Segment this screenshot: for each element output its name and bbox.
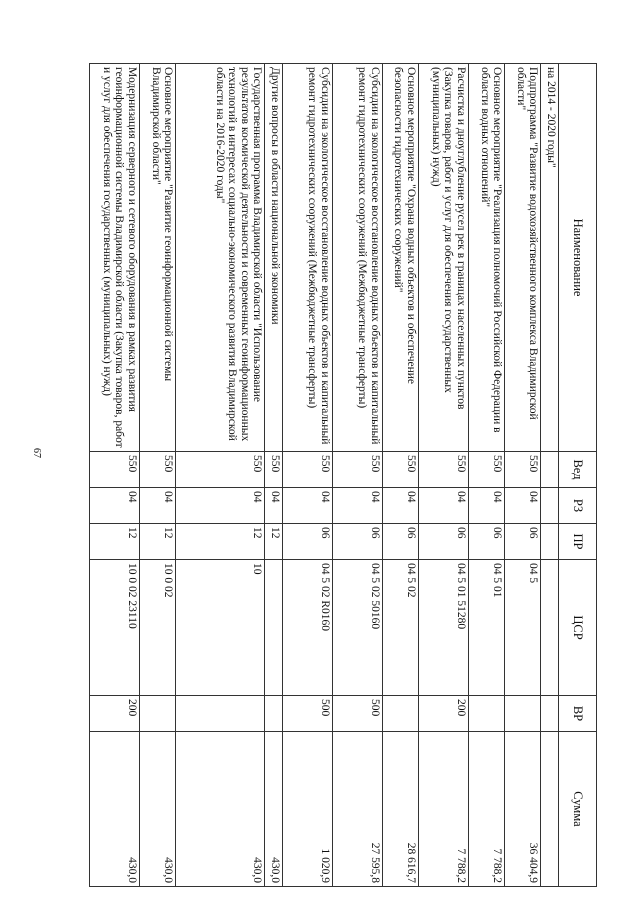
table-row	[541, 64, 559, 887]
cell-sum: 430,0	[139, 732, 175, 887]
budget-table	[89, 63, 597, 887]
cell-pr: 06	[382, 524, 418, 560]
cell-sum: 7 788,2	[418, 732, 468, 887]
cell-rz: 04	[382, 488, 418, 524]
cell-name: Субсидии на экологическое восстановление водных объектов и капитальный ремонт гидротехнических сооружений (Межбюджетные трансферты)	[283, 64, 333, 452]
cell-rz: 04	[468, 488, 504, 524]
header-row	[559, 64, 597, 887]
table-row	[90, 64, 140, 887]
cell-rz	[541, 488, 559, 524]
cell-vr: 200	[90, 696, 140, 732]
cell-pr: 12	[265, 524, 283, 560]
cell-sum: 1 020,9	[283, 732, 333, 887]
cell-pr: 06	[468, 524, 504, 560]
cell-vr	[139, 696, 175, 732]
cell-sum: 36 404,9	[505, 732, 541, 887]
cell-name: Основное мероприятие "Развитие геоинформационной системы Владимирской области"	[139, 64, 175, 452]
cell-vr	[505, 696, 541, 732]
header-ved: Вед	[559, 452, 597, 488]
cell-rz: 04	[283, 488, 333, 524]
cell-pr: 06	[332, 524, 382, 560]
cell-pr: 06	[505, 524, 541, 560]
table-row	[283, 64, 333, 887]
cell-vr: 500	[332, 696, 382, 732]
cell-name: на 2014 - 2020 годы"	[541, 64, 559, 452]
cell-csr: 10	[176, 560, 265, 696]
cell-vr	[468, 696, 504, 732]
cell-rz: 04	[90, 488, 140, 524]
cell-sum: 430,0	[176, 732, 265, 887]
cell-csr: 04 5 02	[382, 560, 418, 696]
cell-ved: 550	[505, 452, 541, 488]
cell-ved	[541, 452, 559, 488]
cell-rz: 04	[418, 488, 468, 524]
table-row	[139, 64, 175, 887]
header-name: Наименование	[559, 64, 597, 452]
table-row	[382, 64, 418, 887]
cell-ved: 550	[90, 452, 140, 488]
cell-name: Модернизация серверного и сетевого оборудования в рамках развития геоинформационной системы Владимирской области (Закупка товаров, работ и услуг для обеспечения государственных (муниципальных) нужд)	[90, 64, 140, 452]
cell-vr	[382, 696, 418, 732]
cell-pr: 12	[139, 524, 175, 560]
cell-pr: 12	[176, 524, 265, 560]
cell-sum	[541, 732, 559, 887]
cell-rz: 04	[505, 488, 541, 524]
cell-pr: 12	[90, 524, 140, 560]
cell-ved: 550	[139, 452, 175, 488]
table-row	[265, 64, 283, 887]
header-rz: РЗ	[559, 488, 597, 524]
cell-rz: 04	[139, 488, 175, 524]
cell-name: Расчистка и дноуглубление русел рек в границах населенных пунктов (Закупка товаров, работ и услуг для обеспечения государственных (муниципальных) нужд)	[418, 64, 468, 452]
cell-ved: 550	[382, 452, 418, 488]
header-vr: ВР	[559, 696, 597, 732]
cell-sum: 7 788,2	[468, 732, 504, 887]
cell-name: Подпрограмма "Развитие водохозяйственного комплекса Владимирской области"	[505, 64, 541, 452]
cell-pr	[541, 524, 559, 560]
table-row	[505, 64, 541, 887]
cell-rz: 04	[265, 488, 283, 524]
page-number: 67	[31, 448, 42, 458]
cell-vr	[541, 696, 559, 732]
cell-ved: 550	[283, 452, 333, 488]
cell-csr	[541, 560, 559, 696]
cell-vr: 500	[283, 696, 333, 732]
cell-ved: 550	[265, 452, 283, 488]
table-row	[176, 64, 265, 887]
cell-sum: 430,0	[90, 732, 140, 887]
cell-ved: 550	[468, 452, 504, 488]
cell-csr: 10 0 02 23110	[90, 560, 140, 696]
cell-vr	[176, 696, 265, 732]
table-row	[332, 64, 382, 887]
cell-ved: 550	[176, 452, 265, 488]
table-body	[90, 64, 559, 887]
cell-rz: 04	[176, 488, 265, 524]
cell-pr: 06	[418, 524, 468, 560]
cell-csr: 04 5 01 51280	[418, 560, 468, 696]
header-pr: ПР	[559, 524, 597, 560]
table-row	[418, 64, 468, 887]
rotated-table-container	[89, 63, 597, 886]
header-sum: Сумма	[559, 732, 597, 887]
cell-csr: 04 5 02 R0160	[283, 560, 333, 696]
cell-sum: 28 616,7	[382, 732, 418, 887]
cell-rz: 04	[332, 488, 382, 524]
cell-name: Государственная программа Владимирской области "Использование результатов космической деятельности и современных геоинформационных технологий в интересах социально-экономического развития Владимирской области на 2016-2020 годы"	[176, 64, 265, 452]
cell-csr	[265, 560, 283, 696]
cell-csr: 04 5 02 50160	[332, 560, 382, 696]
cell-csr: 04 5 01	[468, 560, 504, 696]
cell-name: Другие вопросы в области национальной экономики	[265, 64, 283, 452]
cell-sum: 27 595,8	[332, 732, 382, 887]
cell-ved: 550	[332, 452, 382, 488]
cell-vr	[265, 696, 283, 732]
cell-sum: 430,0	[265, 732, 283, 887]
cell-pr: 06	[283, 524, 333, 560]
cell-name: Субсидии на экологическое восстановление водных объектов и капитальный ремонт гидротехнических сооружений (Межбюджетные трансферты)	[332, 64, 382, 452]
cell-vr: 200	[418, 696, 468, 732]
cell-ved: 550	[418, 452, 468, 488]
table-row	[468, 64, 504, 887]
cell-csr: 10 0 02	[139, 560, 175, 696]
cell-csr: 04 5	[505, 560, 541, 696]
header-csr: ЦСР	[559, 560, 597, 696]
cell-name: Основное мероприятие "Реализация полномочий Российской Федерации в области водных отношений"	[468, 64, 504, 452]
cell-name: Основное мероприятие "Охрана водных объектов и обеспечение безопасности гидротехнических сооружений"	[382, 64, 418, 452]
